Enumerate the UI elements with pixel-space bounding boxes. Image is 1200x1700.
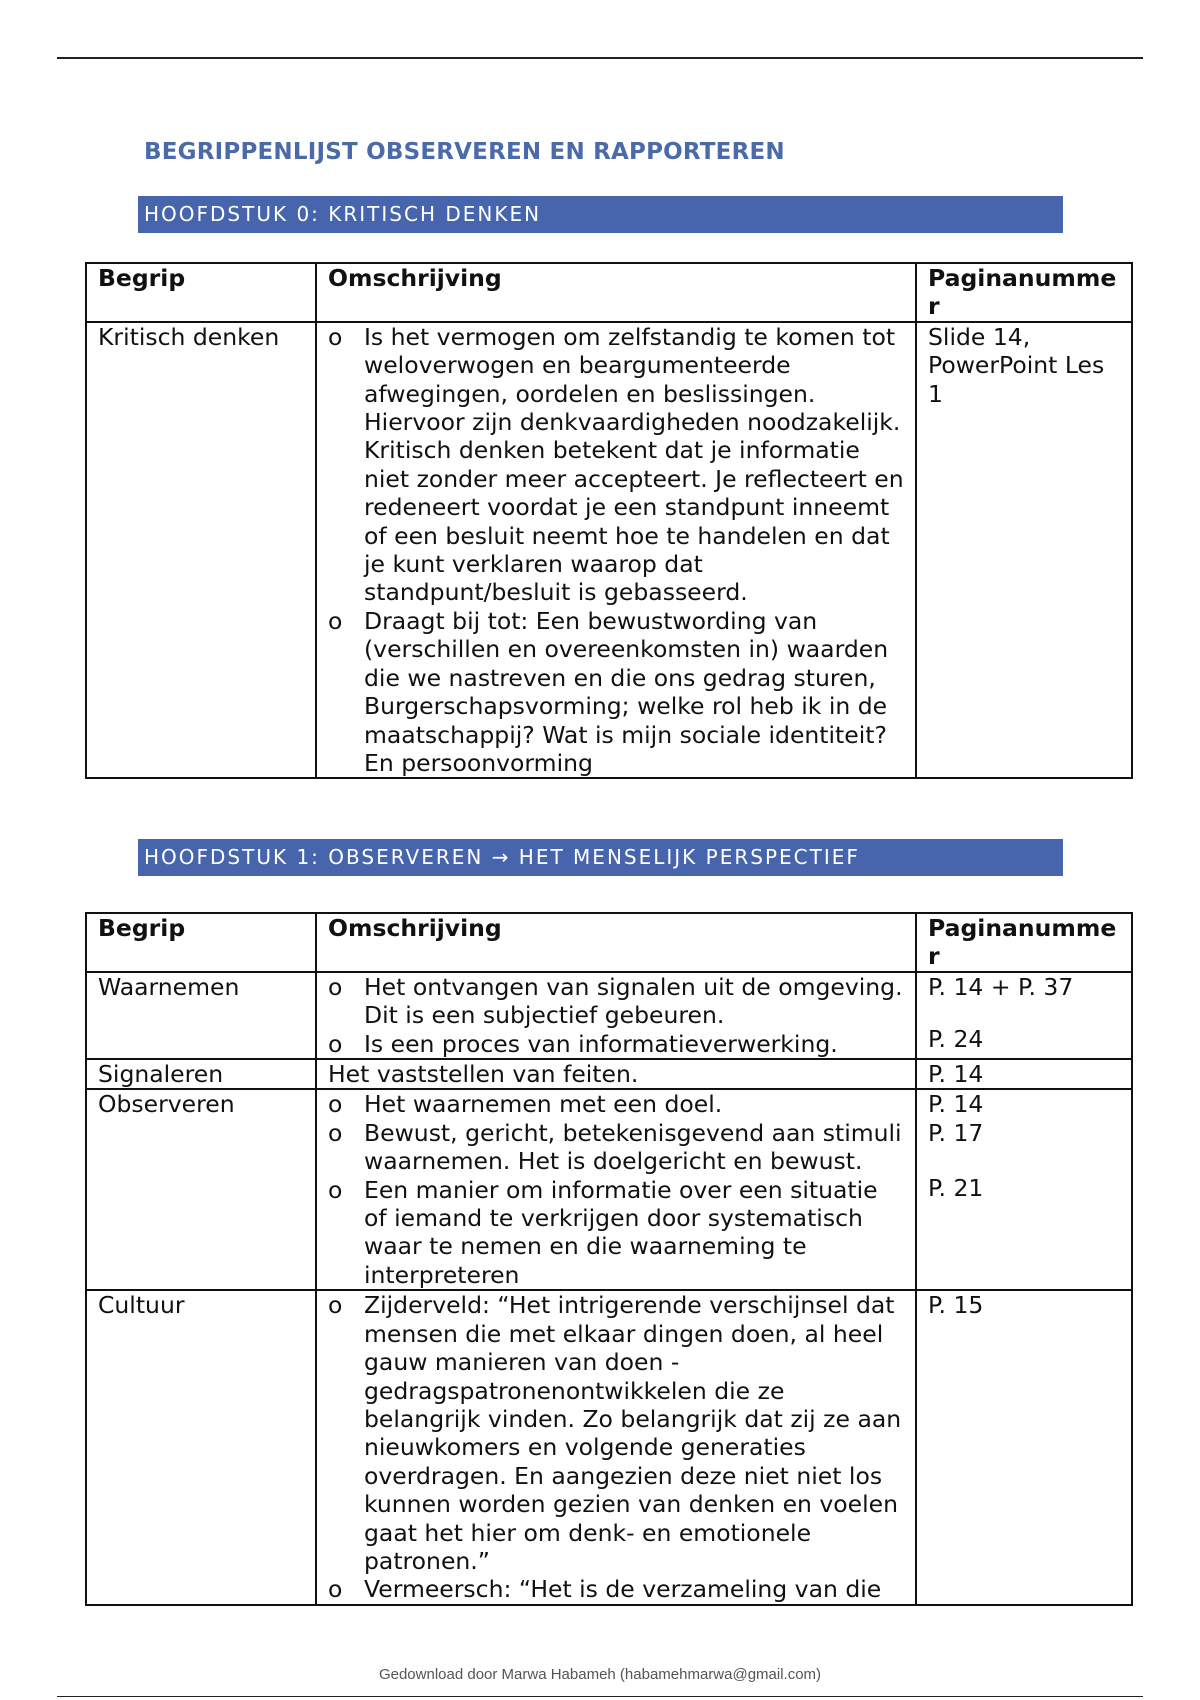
table-header-row xyxy=(86,913,1132,972)
description-cell xyxy=(316,972,916,1059)
description-bullet: o Is het vermogen om zelfstandig te komen tot weloverwogen en beargumenteerde afwegingen, oordelen en beslissingen. Hiervoor zijn denkvaardigheden noodzakelijk. Kritisch denken betekent dat je informatie niet zonder meer accepteert. Je reflecteert en redeneert voordat je een standpunt inneemt of een besluit neemt hoe te handelen en dat je kunt verklaren waarop dat standpunt/besluit is gebasseerd. xyxy=(328,323,905,607)
column-header-omschrijving: Omschrijving xyxy=(316,913,916,972)
page-reference: P. 24 xyxy=(928,1025,984,1054)
description-bullet: o Vermeersch: “Het is de verzameling van die xyxy=(328,1575,905,1603)
page-reference: P. 21 xyxy=(928,1174,984,1203)
page-cell: P. 15 xyxy=(916,1290,1132,1604)
column-header-omschrijving: Omschrijving xyxy=(316,263,916,322)
page-cell xyxy=(916,1089,1132,1290)
terms-table-chapter-0 xyxy=(85,262,1133,779)
table-row xyxy=(86,972,1132,1059)
term-cell: Kritisch denken xyxy=(86,322,316,779)
table-row xyxy=(86,1089,1132,1290)
term-cell: Cultuur xyxy=(86,1290,316,1604)
column-header-paginanummer xyxy=(916,263,1132,322)
footer-rule xyxy=(57,1696,1143,1697)
spacer xyxy=(928,1147,1121,1174)
column-header-begrip: Begrip xyxy=(86,913,316,972)
table-header-row xyxy=(86,263,1132,322)
page-reference: P. 14 + P. 37 xyxy=(928,972,1074,1001)
term-cell: Waarnemen xyxy=(86,972,316,1059)
chapter-heading-0: HOOFDSTUK 0: KRITISCH DENKEN xyxy=(138,196,1063,233)
header-rule xyxy=(57,57,1143,59)
column-header-paginanummer-line-1: Paginanumme xyxy=(928,264,1117,292)
description-cell xyxy=(316,1089,916,1290)
chapter-heading-1: HOOFDSTUK 1: OBSERVEREN → HET MENSELIJK PERSPECTIEF xyxy=(138,839,1063,876)
description-bullet: o Zijderveld: “Het intrigerende verschijnsel dat mensen die met elkaar dingen doen, al heel gauw manieren van doen - gedragspatronenontwikkelen die ze belangrijk vinden. Zo belangrijk dat zij ze aan nieuwkomers en volgende generaties overdragen. En aangezien deze niet niet los kunnen worden gezien van denken en voelen gaat het hier om denk- en emotionele patronen.” xyxy=(328,1291,905,1575)
terms-table-chapter-1 xyxy=(85,912,1133,1606)
description-bullet: o Draagt bij tot: Een bewustwording van (verschillen en overeenkomsten in) waarden die we nastreven en die ons gedrag sturen, Burgerschapsvorming; welke rol heb ik in de maatschappij? Wat is mijn sociale identiteit? En persoonvorming xyxy=(328,607,905,777)
page-cell: P. 14 xyxy=(916,1059,1132,1089)
column-header-paginanummer xyxy=(916,913,1132,972)
spacer xyxy=(928,1001,1121,1025)
table-row xyxy=(86,1290,1132,1604)
table-row xyxy=(86,1059,1132,1089)
description-cell xyxy=(316,1290,916,1604)
page-reference: P. 14 xyxy=(928,1090,984,1119)
description-bullet: o Bewust, gericht, betekenisgevend aan stimuli waarnemen. Het is doelgericht en bewust. xyxy=(328,1119,905,1176)
term-cell: Observeren xyxy=(86,1089,316,1290)
description-cell: Het vaststellen van feiten. xyxy=(316,1059,916,1089)
column-header-paginanummer-line-1: Paginanumme xyxy=(928,914,1117,942)
description-bullet: o Een manier om informatie over een situatie of iemand te verkrijgen door systematisch waar te nemen en die waarneming te interpreteren xyxy=(328,1176,905,1290)
page-reference: P. 17 xyxy=(928,1118,984,1147)
column-header-begrip: Begrip xyxy=(86,263,316,322)
description-bullet: o Het waarnemen met een doel. xyxy=(328,1090,905,1118)
column-header-paginanummer-line-2: r xyxy=(928,942,940,971)
table-row xyxy=(86,322,1132,779)
description-cell xyxy=(316,322,916,779)
description-bullet: o Is een proces van informatieverwerking. xyxy=(328,1030,905,1058)
download-footer: Gedownload door Marwa Habameh (habamehmarwa@gmail.com) xyxy=(378,1666,822,1683)
column-header-paginanummer-line-2: r xyxy=(928,292,940,321)
term-cell: Signaleren xyxy=(86,1059,316,1089)
page-cell: Slide 14, PowerPoint Les 1 xyxy=(916,322,1132,779)
page-cell xyxy=(916,972,1132,1059)
description-bullet: o Het ontvangen van signalen uit de omgeving. Dit is een subjectief gebeuren. xyxy=(328,973,905,1030)
document-title: BEGRIPPENLIJST OBSERVEREN EN RAPPORTEREN xyxy=(144,139,785,165)
